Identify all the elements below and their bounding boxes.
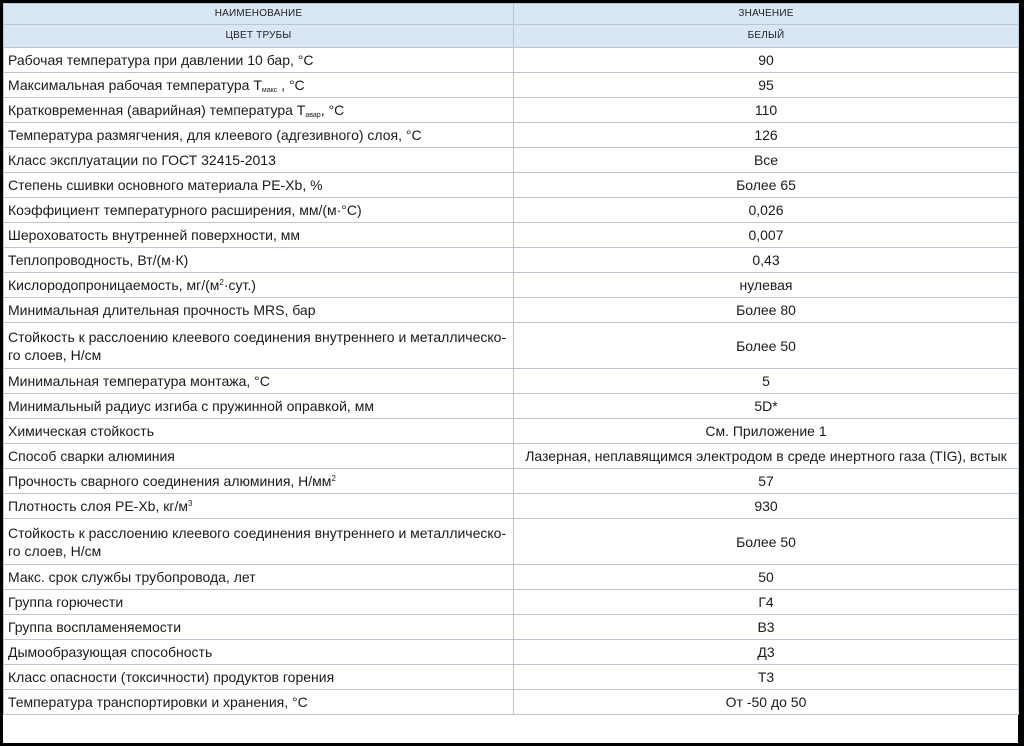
parameter-value: 110 [514,98,1019,123]
table-row [4,665,1019,690]
parameter-text-tail: ·сут.) [223,277,256,293]
parameter-name [4,73,514,98]
parameter-name [4,98,514,123]
parameter-value: В3 [514,615,1019,640]
parameter-text-suffix: , °С [320,102,345,118]
parameter-name [4,519,514,565]
spec-table [3,3,1019,715]
parameter-text: Способ сварки алюминия [8,448,175,464]
pipe-color-label: ЦВЕТ ТРУБЫ [4,25,514,48]
parameter-name [4,394,514,419]
table-row [4,444,1019,469]
parameter-text: Минимальная длительная прочность MRS, бар [8,302,316,318]
parameter-name [4,469,514,494]
parameter-value: 5D* [514,394,1019,419]
parameter-value: 0,007 [514,223,1019,248]
parameter-text: Прочность сварного соединения алюминия, Н/мм [8,473,332,489]
parameter-value: Все [514,148,1019,173]
parameter-text: Группа горючести [8,594,124,610]
column-header-name: НАИМЕНОВАНИЕ [4,4,514,25]
parameter-text: Кислородопроницаемость, мг/(м [8,277,220,293]
table-row [4,273,1019,298]
parameter-value: Г4 [514,590,1019,615]
parameter-text: Плотность слоя PE-Xb, кг/м [8,498,188,514]
parameter-value: Более 50 [514,323,1019,369]
table-row [4,198,1019,223]
parameter-text: Химическая стойкость [8,423,155,439]
parameter-name [4,665,514,690]
table-row [4,298,1019,323]
parameter-text: Шероховатость внутренней поверхности, мм [8,227,301,243]
parameter-value: 126 [514,123,1019,148]
parameter-text: Рабочая температура при давлении 10 бар, °С [8,52,314,68]
parameter-value: Более 65 [514,173,1019,198]
parameter-name [4,273,514,298]
parameter-text: Максимальная рабочая температура Т [8,77,262,93]
parameter-text: Стойкость к расслоению клеевого соединения внутреннего и металлическо-го слоев, Н/см [8,328,507,363]
table-row [4,323,1019,369]
parameter-value: 0,43 [514,248,1019,273]
table-row [4,369,1019,394]
parameter-name [4,298,514,323]
table-row [4,590,1019,615]
parameter-name [4,148,514,173]
parameter-superscript: 2 [331,474,336,483]
table-row [4,48,1019,73]
parameter-name [4,198,514,223]
table-header-row [4,4,1019,25]
parameter-name [4,248,514,273]
table-row [4,469,1019,494]
parameter-name [4,123,514,148]
pipe-color-row [4,25,1019,48]
parameter-name [4,615,514,640]
parameter-value: 930 [514,494,1019,519]
parameter-text-suffix: , °С [277,77,305,93]
parameter-value: нулевая [514,273,1019,298]
parameter-name [4,323,514,369]
table-row [4,223,1019,248]
parameter-value: От -50 до 50 [514,690,1019,715]
parameter-value: Лазерная, неплавящимся электродом в среде инертного газа (TIG), встык [514,444,1019,469]
parameter-name [4,494,514,519]
spec-rows [4,48,1019,715]
parameter-value: 50 [514,565,1019,590]
parameter-name [4,173,514,198]
parameter-name [4,419,514,444]
parameter-value: Более 80 [514,298,1019,323]
parameter-superscript: 3 [187,499,193,508]
parameter-name [4,48,514,73]
parameter-value: 90 [514,48,1019,73]
parameter-text: Теплопроводность, Вт/(м·К) [8,252,189,268]
parameter-text: Температура транспортировки и хранения, °С [8,694,308,710]
parameter-value: 57 [514,469,1019,494]
parameter-subscript: авар [305,112,321,119]
parameter-name [4,369,514,394]
parameter-value: Более 50 [514,519,1019,565]
parameter-value: См. Приложение 1 [514,419,1019,444]
table-row [4,248,1019,273]
table-row [4,73,1019,98]
parameter-name [4,223,514,248]
table-row [4,173,1019,198]
parameter-name [4,640,514,665]
parameter-text: Минимальная температура монтажа, °С [8,373,270,389]
parameter-value: 0,026 [514,198,1019,223]
parameter-text: Степень сшивки основного материала PE-Xb, % [8,177,323,193]
parameter-text: Минимальный радиус изгиба с пружинной оправкой, мм [8,398,374,414]
table-row [4,394,1019,419]
table-row [4,690,1019,715]
parameter-text: Класс опасности (токсичности) продуктов горения [8,669,335,685]
table-row [4,615,1019,640]
table-row [4,148,1019,173]
parameter-name [4,690,514,715]
parameter-subscript: макс [261,87,278,94]
parameter-text: Класс эксплуатации по ГОСТ 32415-2013 [8,152,276,168]
table-row [4,123,1019,148]
table-row [4,419,1019,444]
spec-table-frame [3,3,1018,743]
parameter-text: Макс. срок службы трубопровода, лет [8,569,256,585]
parameter-name [4,590,514,615]
parameter-text: Дымообразующая способность [8,644,213,660]
table-row [4,640,1019,665]
parameter-value: Д3 [514,640,1019,665]
parameter-superscript: 2 [219,278,224,287]
parameter-value: 5 [514,369,1019,394]
parameter-text: Температура размягчения, для клеевого (адгезивного) слоя, °С [8,127,422,143]
table-row [4,98,1019,123]
parameter-name [4,565,514,590]
column-header-value: ЗНАЧЕНИЕ [514,4,1019,25]
parameter-value: 95 [514,73,1019,98]
pipe-color-value: БЕЛЫЙ [514,25,1019,48]
parameter-text: Стойкость к расслоению клеевого соединения внутреннего и металлическо-го слоев, Н/см [8,524,507,559]
table-row [4,519,1019,565]
table-row [4,494,1019,519]
parameter-text: Группа воспламеняемости [8,619,182,635]
parameter-name [4,444,514,469]
parameter-text: Коэффициент температурного расширения, мм/(м·°С) [8,202,362,218]
parameter-value: Т3 [514,665,1019,690]
parameter-text: Кратковременная (аварийная) температура Т [8,102,306,118]
table-row [4,565,1019,590]
